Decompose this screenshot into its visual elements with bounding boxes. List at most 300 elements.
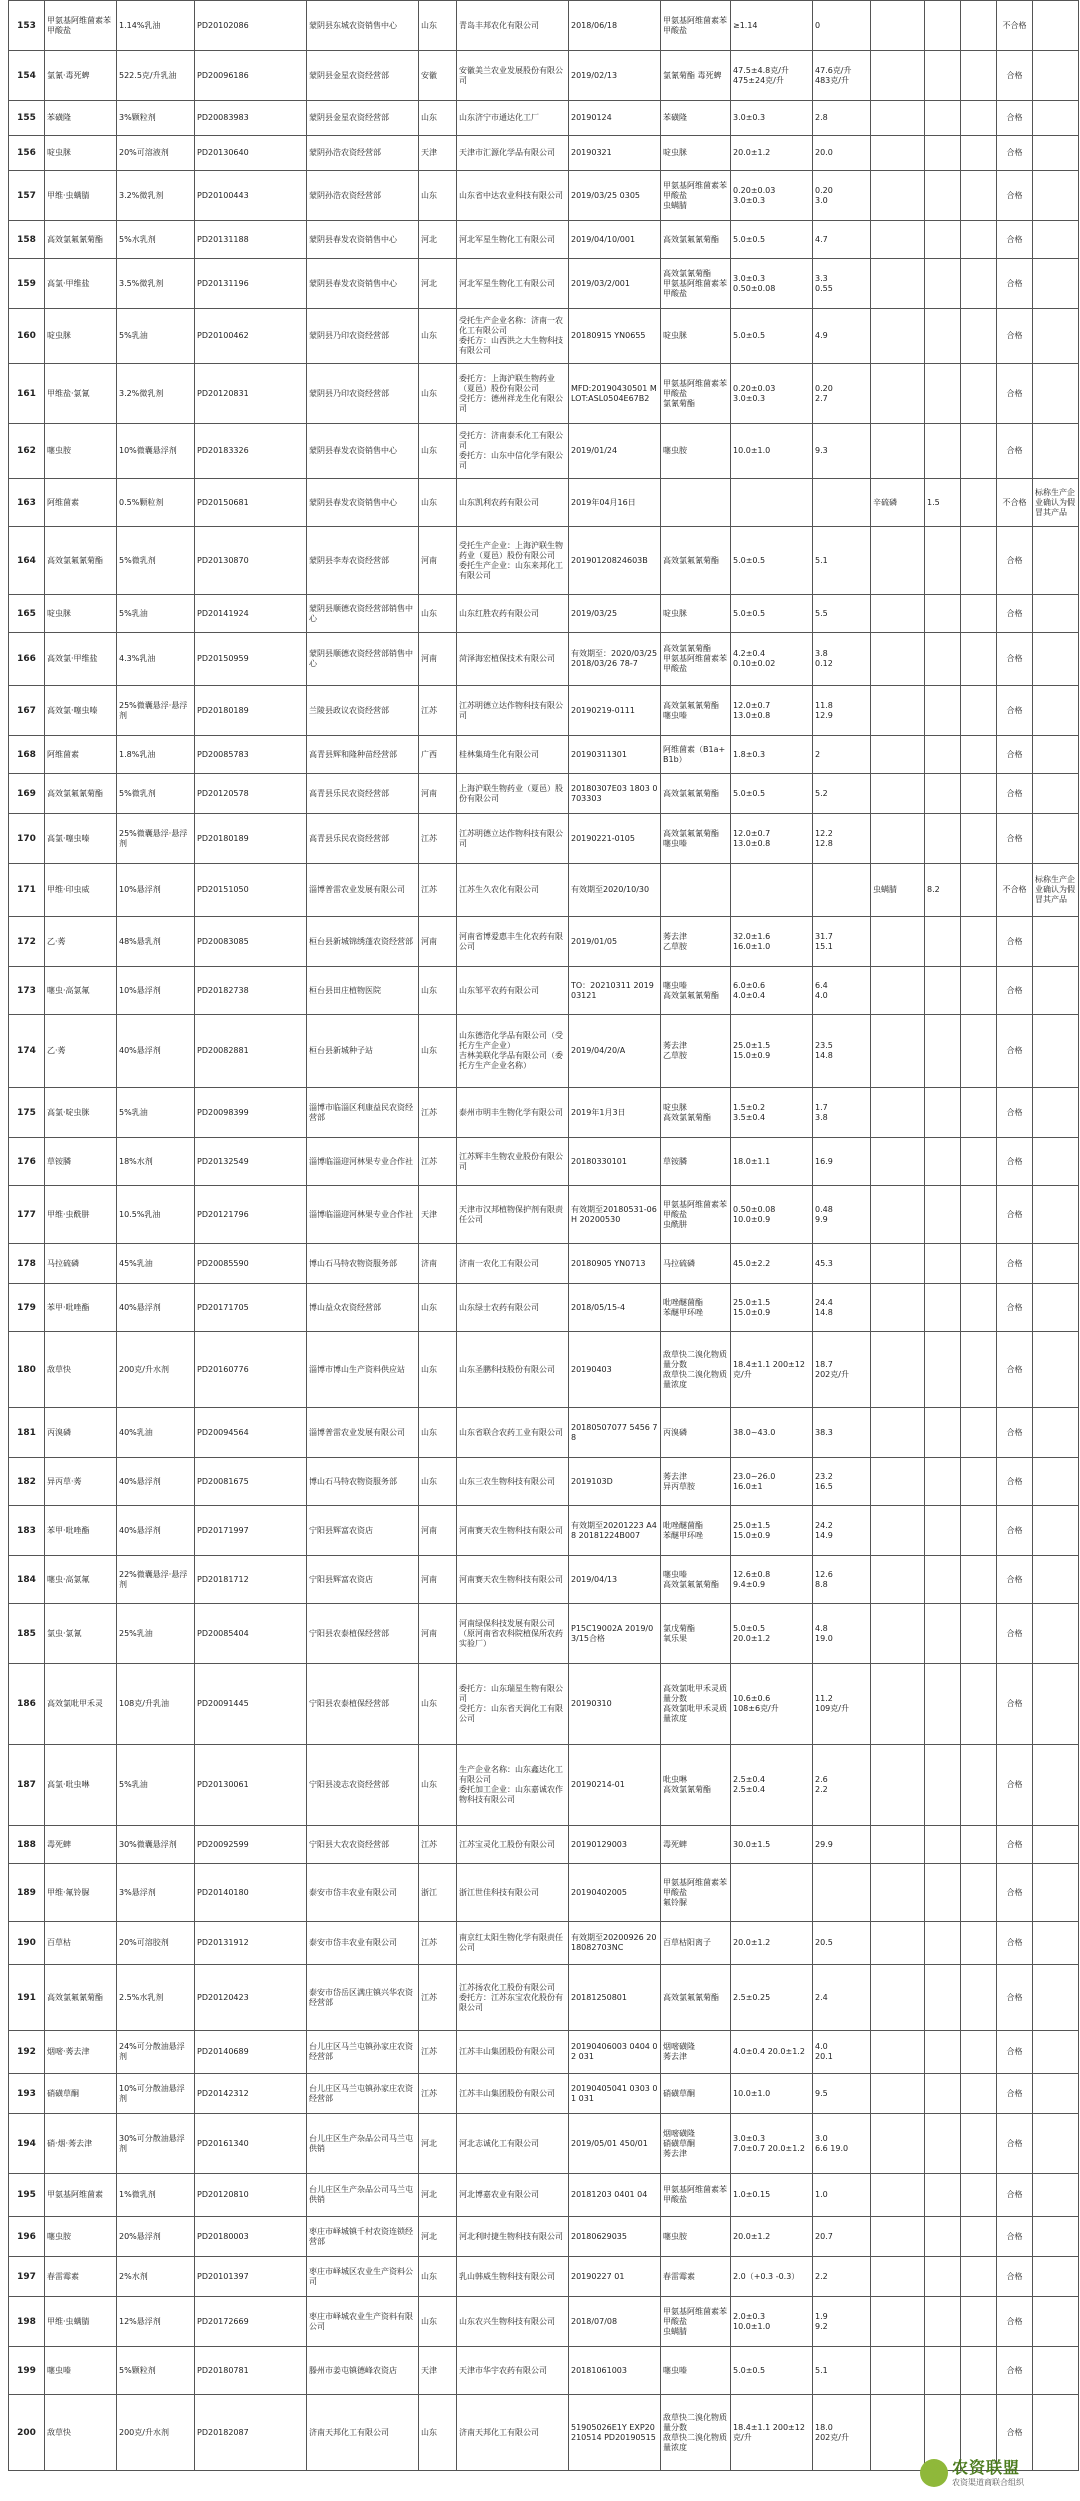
judgment: 合格 (997, 424, 1033, 479)
row-number: 168 (9, 736, 45, 774)
standard-value: 38.0~43.0 (731, 1408, 813, 1458)
standard-value: 5.0±0.5 (731, 595, 813, 633)
other-value (925, 424, 961, 479)
batch-number: 2019/04/13 (569, 1556, 661, 1604)
product-spec: 3.2%微乳剂 (117, 364, 195, 424)
standard-value: 23.0~26.0 16.0±1 (731, 1458, 813, 1506)
seller-name: 淄博临淄迎河林果专业合作社 (307, 1138, 419, 1186)
registration-number: PD20120423 (195, 1965, 307, 2031)
other-ingredient: 虫螨腈 (871, 864, 925, 917)
seller-name: 高青县乐民农资经营部 (307, 774, 419, 814)
other-value-2 (961, 1, 997, 51)
product-name: 甲维·印虫威 (45, 864, 117, 917)
test-item: 敌草快二溴化物质量分数 敌草快二溴化物质量浓度 (661, 1332, 731, 1408)
product-name: 高氯·甲维盐 (45, 259, 117, 309)
registration-number: PD20180003 (195, 2217, 307, 2257)
other-ingredient (871, 1745, 925, 1826)
table-row (9, 2217, 1079, 2257)
row-number: 181 (9, 1408, 45, 1458)
product-spec: 108克/升乳油 (117, 1664, 195, 1745)
registration-number: PD20171997 (195, 1506, 307, 1556)
other-ingredient (871, 2257, 925, 2297)
other-value-2 (961, 2217, 997, 2257)
judgment: 合格 (997, 1864, 1033, 1922)
product-spec: 200克/升水剂 (117, 2395, 195, 2471)
standard-value: 0.20±0.03 3.0±0.3 (731, 364, 813, 424)
registration-number: PD20181712 (195, 1556, 307, 1604)
judgment: 合格 (997, 2074, 1033, 2114)
province: 山东 (419, 101, 457, 136)
standard-value (731, 1864, 813, 1922)
remarks (1033, 1332, 1079, 1408)
test-result: 12.2 12.8 (813, 814, 871, 864)
product-spec: 20%可溶液剂 (117, 136, 195, 171)
other-value (925, 1745, 961, 1826)
test-item: 高效氯氟氰菊酯 (661, 774, 731, 814)
other-value (925, 1922, 961, 1965)
registration-number: PD20082881 (195, 1015, 307, 1088)
registration-number: PD20140180 (195, 1864, 307, 1922)
province: 河北 (419, 2114, 457, 2174)
standard-value: 5.0±0.5 (731, 2347, 813, 2395)
test-result: 0.20 3.0 (813, 171, 871, 221)
product-spec: 12%悬浮剂 (117, 2297, 195, 2347)
product-spec: 2.5%水乳剂 (117, 1965, 195, 2031)
test-item: 甲氨基阿维菌素苯甲酸盐 氟铃脲 (661, 1864, 731, 1922)
manufacturer: 山东德浩化学品有限公司（受托方生产企业） 吉林美联化学品有限公司（委托方生产企业名称） (457, 1015, 569, 1088)
batch-number: 2019年04月16日 (569, 479, 661, 527)
batch-number: 20180905 YN0713 (569, 1244, 661, 1284)
standard-value: 0.20±0.03 3.0±0.3 (731, 171, 813, 221)
other-ingredient: 辛硫磷 (871, 479, 925, 527)
product-name: 烟嘧·莠去津 (45, 2031, 117, 2074)
product-spec: 20%悬浮剂 (117, 2217, 195, 2257)
test-item: 高效氯氟氰菊酯 (661, 1965, 731, 2031)
batch-number: 20190214-01 (569, 1745, 661, 1826)
table-row (9, 1965, 1079, 2031)
judgment: 合格 (997, 2347, 1033, 2395)
table-row (9, 1826, 1079, 1864)
seller-name: 蒙阴县东城农资销售中心 (307, 1, 419, 51)
product-name: 乙·莠 (45, 917, 117, 967)
seller-name: 淄博普雷农业发展有限公司 (307, 1408, 419, 1458)
test-item: 莠去津 异丙草胺 (661, 1458, 731, 1506)
seller-name: 博山益众农资经营部 (307, 1284, 419, 1332)
judgment: 合格 (997, 1664, 1033, 1745)
manufacturer: 河南赛天农生物科技有限公司 (457, 1556, 569, 1604)
manufacturer: 山东省中达农业科技有限公司 (457, 171, 569, 221)
seller-name: 蒙阴孙浩农资经营部 (307, 171, 419, 221)
remarks (1033, 101, 1079, 136)
judgment: 合格 (997, 595, 1033, 633)
other-value (925, 1826, 961, 1864)
judgment: 合格 (997, 1826, 1033, 1864)
other-ingredient (871, 1965, 925, 2031)
other-ingredient (871, 595, 925, 633)
province: 江苏 (419, 2074, 457, 2114)
seller-name: 淄博市临淄区利康益民农资经营部 (307, 1088, 419, 1138)
test-item: 高效氯氟氰菊酯 (661, 221, 731, 259)
batch-number: 20190405041 0303 01 031 (569, 2074, 661, 2114)
table-row (9, 1458, 1079, 1506)
registration-number: PD20085590 (195, 1244, 307, 1284)
other-value-2 (961, 2297, 997, 2347)
product-name: 敌草快 (45, 2395, 117, 2471)
table-row (9, 1745, 1079, 1826)
other-value (925, 221, 961, 259)
remarks (1033, 1826, 1079, 1864)
test-result: 1.7 3.8 (813, 1088, 871, 1138)
row-number: 172 (9, 917, 45, 967)
row-number: 188 (9, 1826, 45, 1864)
province: 河南 (419, 1506, 457, 1556)
manufacturer: 江苏丰山集团股份有限公司 (457, 2074, 569, 2114)
batch-number: 2019/01/05 (569, 917, 661, 967)
manufacturer: 天津市汉邦植物保护剂有限责任公司 (457, 1186, 569, 1244)
other-value (925, 171, 961, 221)
other-value-2 (961, 2174, 997, 2217)
product-spec: 5%水乳剂 (117, 221, 195, 259)
other-value-2 (961, 633, 997, 686)
test-result: 2.6 2.2 (813, 1745, 871, 1826)
product-name: 高效氯氟氰菊酯 (45, 774, 117, 814)
table-row (9, 917, 1079, 967)
product-name: 异丙草·莠 (45, 1458, 117, 1506)
province: 山东 (419, 1332, 457, 1408)
province: 江苏 (419, 1922, 457, 1965)
table-row (9, 171, 1079, 221)
judgment: 合格 (997, 1408, 1033, 1458)
judgment: 合格 (997, 364, 1033, 424)
product-spec: 5%微乳剂 (117, 527, 195, 595)
judgment: 合格 (997, 1965, 1033, 2031)
manufacturer: 河南省博爱惠丰生化农药有限公司 (457, 917, 569, 967)
remarks (1033, 2114, 1079, 2174)
batch-number: 20181203 0401 04 (569, 2174, 661, 2217)
province: 天津 (419, 2347, 457, 2395)
standard-value: 20.0±1.2 (731, 1922, 813, 1965)
product-spec: 40%悬浮剂 (117, 1458, 195, 1506)
other-ingredient (871, 917, 925, 967)
batch-number: 20190406003 0404 02 031 (569, 2031, 661, 2074)
province: 济南 (419, 1244, 457, 1284)
other-value-2 (961, 136, 997, 171)
table-row (9, 1864, 1079, 1922)
other-ingredient (871, 1922, 925, 1965)
table-row (9, 309, 1079, 364)
test-item: 甲氨基阿维菌素苯甲酸盐 虫螨腈 (661, 2297, 731, 2347)
registration-number: PD20172669 (195, 2297, 307, 2347)
logo-icon (920, 2459, 948, 2487)
batch-number: 2019/02/13 (569, 51, 661, 101)
row-number: 161 (9, 364, 45, 424)
province: 安徽 (419, 51, 457, 101)
batch-number: 有效期至20200926 2018082703NC (569, 1922, 661, 1965)
manufacturer: 河北军星生物化工有限公司 (457, 259, 569, 309)
seller-name: 蒙阴县春发农资销售中心 (307, 221, 419, 259)
remarks (1033, 2031, 1079, 2074)
seller-name: 枣庄市峄城镇千村农资连锁经营部 (307, 2217, 419, 2257)
judgment: 合格 (997, 686, 1033, 736)
registration-number: PD20100462 (195, 309, 307, 364)
manufacturer: 受托生产企业：上海沪联生物药业（夏邑）股份有限公司 委托生产企业：山东来邦化工有限公司 (457, 527, 569, 595)
test-result: 11.8 12.9 (813, 686, 871, 736)
product-name: 高效氯氟氰菊酯 (45, 221, 117, 259)
seller-name: 滕州市姜屯镇德峰农资店 (307, 2347, 419, 2395)
table-row (9, 364, 1079, 424)
manufacturer: 受托生产企业名称：济南一农化工有限公司 委托方：山西洪之大生物科技有限公司 (457, 309, 569, 364)
other-value (925, 686, 961, 736)
seller-name: 高青县乐民农资经营部 (307, 814, 419, 864)
row-number: 156 (9, 136, 45, 171)
judgment: 合格 (997, 136, 1033, 171)
other-value-2 (961, 917, 997, 967)
row-number: 198 (9, 2297, 45, 2347)
other-value-2 (961, 1138, 997, 1186)
province: 天津 (419, 136, 457, 171)
judgment: 合格 (997, 309, 1033, 364)
other-value (925, 1, 961, 51)
standard-value: 30.0±1.5 (731, 1826, 813, 1864)
product-name: 噻虫嗪 (45, 2347, 117, 2395)
manufacturer: 河北博嘉农业有限公司 (457, 2174, 569, 2217)
product-name: 苯甲·吡唑酯 (45, 1506, 117, 1556)
batch-number: 20181061003 (569, 2347, 661, 2395)
other-ingredient (871, 967, 925, 1015)
province: 河南 (419, 633, 457, 686)
other-ingredient (871, 2395, 925, 2471)
seller-name: 宁阳县凌志农资经营部 (307, 1745, 419, 1826)
standard-value: 1.8±0.3 (731, 736, 813, 774)
other-value-2 (961, 171, 997, 221)
test-item: 甲氨基阿维菌素苯甲酸盐 虫螨腈 (661, 171, 731, 221)
batch-number: 20190219-0111 (569, 686, 661, 736)
other-ingredient (871, 1088, 925, 1138)
table-row (9, 2074, 1079, 2114)
product-name: 毒死蜱 (45, 1826, 117, 1864)
judgment: 合格 (997, 1015, 1033, 1088)
batch-number: 2019/01/24 (569, 424, 661, 479)
test-result: 6.4 4.0 (813, 967, 871, 1015)
test-result: 0 (813, 1, 871, 51)
test-item: 啶虫脒 (661, 595, 731, 633)
registration-number: PD20121796 (195, 1186, 307, 1244)
standard-value: 5.0±0.5 (731, 527, 813, 595)
registration-number: PD20130640 (195, 136, 307, 171)
table-row (9, 1138, 1079, 1186)
judgment: 合格 (997, 1604, 1033, 1664)
remarks (1033, 364, 1079, 424)
registration-number: PD20132549 (195, 1138, 307, 1186)
registration-number: PD20130870 (195, 527, 307, 595)
province: 江苏 (419, 1088, 457, 1138)
other-value (925, 2297, 961, 2347)
table-row (9, 259, 1079, 309)
row-number: 180 (9, 1332, 45, 1408)
other-value-2 (961, 1506, 997, 1556)
province: 河南 (419, 1556, 457, 1604)
province: 江苏 (419, 1965, 457, 2031)
test-item: 高效氯氟氰菊酯 噻虫嗪 (661, 686, 731, 736)
standard-value: 5.0±0.5 (731, 309, 813, 364)
manufacturer: 山东圣鹏科技股份有限公司 (457, 1332, 569, 1408)
seller-name: 兰陵县政议农资经营部 (307, 686, 419, 736)
row-number: 173 (9, 967, 45, 1015)
province: 江苏 (419, 2031, 457, 2074)
registration-number: PD20160776 (195, 1332, 307, 1408)
product-name: 苯甲·吡唑酯 (45, 1284, 117, 1332)
test-item: 高效氯氟氰菊酯 噻虫嗪 (661, 814, 731, 864)
seller-name: 泰安市岱丰农业有限公司 (307, 1922, 419, 1965)
province: 山东 (419, 1284, 457, 1332)
table-row (9, 864, 1079, 917)
registration-number: PD20096186 (195, 51, 307, 101)
batch-number: 有效期至20201223 A48 20181224B007 (569, 1506, 661, 1556)
row-number: 153 (9, 1, 45, 51)
table-row (9, 1408, 1079, 1458)
test-item: 百草枯阳离子 (661, 1922, 731, 1965)
row-number: 186 (9, 1664, 45, 1745)
test-result: 0.20 2.7 (813, 364, 871, 424)
other-value (925, 309, 961, 364)
manufacturer: 委托方：山东瑞星生物有限公司 受托方：山东省天润化工有限公司 (457, 1664, 569, 1745)
manufacturer: 河北志诚化工有限公司 (457, 2114, 569, 2174)
other-value (925, 1015, 961, 1088)
registration-number: PD20083085 (195, 917, 307, 967)
product-name: 氯虫·氯氰 (45, 1604, 117, 1664)
manufacturer: 山东济宁市通达化工厂 (457, 101, 569, 136)
product-name: 甲维·氟铃脲 (45, 1864, 117, 1922)
product-spec: 25%乳油 (117, 1604, 195, 1664)
table-row (9, 51, 1079, 101)
other-ingredient (871, 2297, 925, 2347)
other-value-2 (961, 774, 997, 814)
batch-number: 20190120824603B (569, 527, 661, 595)
other-value-2 (961, 51, 997, 101)
province: 山东 (419, 1015, 457, 1088)
other-value-2 (961, 1864, 997, 1922)
standard-value: 25.0±1.5 15.0±0.9 (731, 1015, 813, 1088)
remarks (1033, 1015, 1079, 1088)
product-name: 甲维·虫螨腈 (45, 171, 117, 221)
remarks (1033, 1284, 1079, 1332)
test-result: 9.5 (813, 2074, 871, 2114)
province: 山东 (419, 2395, 457, 2471)
other-ingredient (871, 2174, 925, 2217)
province: 河南 (419, 774, 457, 814)
test-result: 24.4 14.8 (813, 1284, 871, 1332)
other-ingredient (871, 686, 925, 736)
other-value-2 (961, 2347, 997, 2395)
other-value (925, 1556, 961, 1604)
judgment: 合格 (997, 171, 1033, 221)
other-value-2 (961, 1458, 997, 1506)
other-value (925, 1664, 961, 1745)
row-number: 174 (9, 1015, 45, 1088)
product-name: 氯氰·毒死蜱 (45, 51, 117, 101)
manufacturer: 天津市汇源化学品有限公司 (457, 136, 569, 171)
judgment: 合格 (997, 2114, 1033, 2174)
batch-number: 20190221-0105 (569, 814, 661, 864)
standard-value: 18.4±1.1 200±12克/升 (731, 2395, 813, 2471)
test-result: 4.0 20.1 (813, 2031, 871, 2074)
seller-name: 蒙阴县春发农资销售中心 (307, 259, 419, 309)
manufacturer: 济南天邦化工有限公司 (457, 2395, 569, 2471)
seller-name: 蒙阴县乃印农资经营部 (307, 364, 419, 424)
other-value (925, 1506, 961, 1556)
seller-name: 博山石马特农物资服务部 (307, 1244, 419, 1284)
standard-value: 3.0±0.3 (731, 101, 813, 136)
product-name: 啶虫脒 (45, 309, 117, 364)
table-row (9, 1244, 1079, 1284)
standard-value: 0.50±0.08 10.0±0.9 (731, 1186, 813, 1244)
batch-number: 20190311301 (569, 736, 661, 774)
table-row (9, 2395, 1079, 2471)
row-number: 196 (9, 2217, 45, 2257)
batch-number: 有效期至20180531-06H 20200530 (569, 1186, 661, 1244)
test-item: 噻虫嗪 (661, 2347, 731, 2395)
province: 山东 (419, 309, 457, 364)
standard-value: 12.0±0.7 13.0±0.8 (731, 686, 813, 736)
row-number: 157 (9, 171, 45, 221)
table-row (9, 2031, 1079, 2074)
test-result: 4.7 (813, 221, 871, 259)
product-spec: 1.8%乳油 (117, 736, 195, 774)
table-row (9, 967, 1079, 1015)
other-value (925, 1284, 961, 1332)
seller-name: 宁阳县农泰植保经营部 (307, 1604, 419, 1664)
test-result: 20.5 (813, 1922, 871, 1965)
judgment: 合格 (997, 774, 1033, 814)
product-spec: 5%乳油 (117, 1745, 195, 1826)
product-spec: 30%微囊悬浮剂 (117, 1826, 195, 1864)
product-spec: 10%悬浮剂 (117, 864, 195, 917)
test-item: 氯氰菊酯 毒死蜱 (661, 51, 731, 101)
remarks (1033, 736, 1079, 774)
standard-value: 3.0±0.3 0.50±0.08 (731, 259, 813, 309)
other-value (925, 2031, 961, 2074)
remarks (1033, 1458, 1079, 1506)
test-item: 啶虫脒 高效氯氰菊酯 (661, 1088, 731, 1138)
other-value-2 (961, 864, 997, 917)
batch-number: 2019/03/25 0305 (569, 171, 661, 221)
seller-name: 台儿庄区马兰屯镇孙家庄农资经营部 (307, 2074, 419, 2114)
other-value-2 (961, 1664, 997, 1745)
row-number: 155 (9, 101, 45, 136)
row-number: 178 (9, 1244, 45, 1284)
other-ingredient (871, 1604, 925, 1664)
province: 山东 (419, 1664, 457, 1745)
batch-number: 2019/04/20/A (569, 1015, 661, 1088)
product-spec: 5%微乳剂 (117, 774, 195, 814)
product-spec: 25%微囊悬浮·悬浮剂 (117, 686, 195, 736)
other-value-2 (961, 1556, 997, 1604)
other-value (925, 1458, 961, 1506)
row-number: 171 (9, 864, 45, 917)
other-value-2 (961, 814, 997, 864)
registration-number: PD20098399 (195, 1088, 307, 1138)
product-name: 高氯·啶虫脒 (45, 1088, 117, 1138)
remarks (1033, 2257, 1079, 2297)
manufacturer: 桂林集琦生化有限公司 (457, 736, 569, 774)
standard-value: 1.5±0.2 3.5±0.4 (731, 1088, 813, 1138)
product-spec: 40%悬浮剂 (117, 1284, 195, 1332)
other-value-2 (961, 595, 997, 633)
manufacturer: 受托方：济南泰禾化工有限公司 委托方：山东中信化学有限公司 (457, 424, 569, 479)
product-name: 甲氨基阿维菌素 (45, 2174, 117, 2217)
table-row (9, 1506, 1079, 1556)
product-spec: 10.5%乳油 (117, 1186, 195, 1244)
